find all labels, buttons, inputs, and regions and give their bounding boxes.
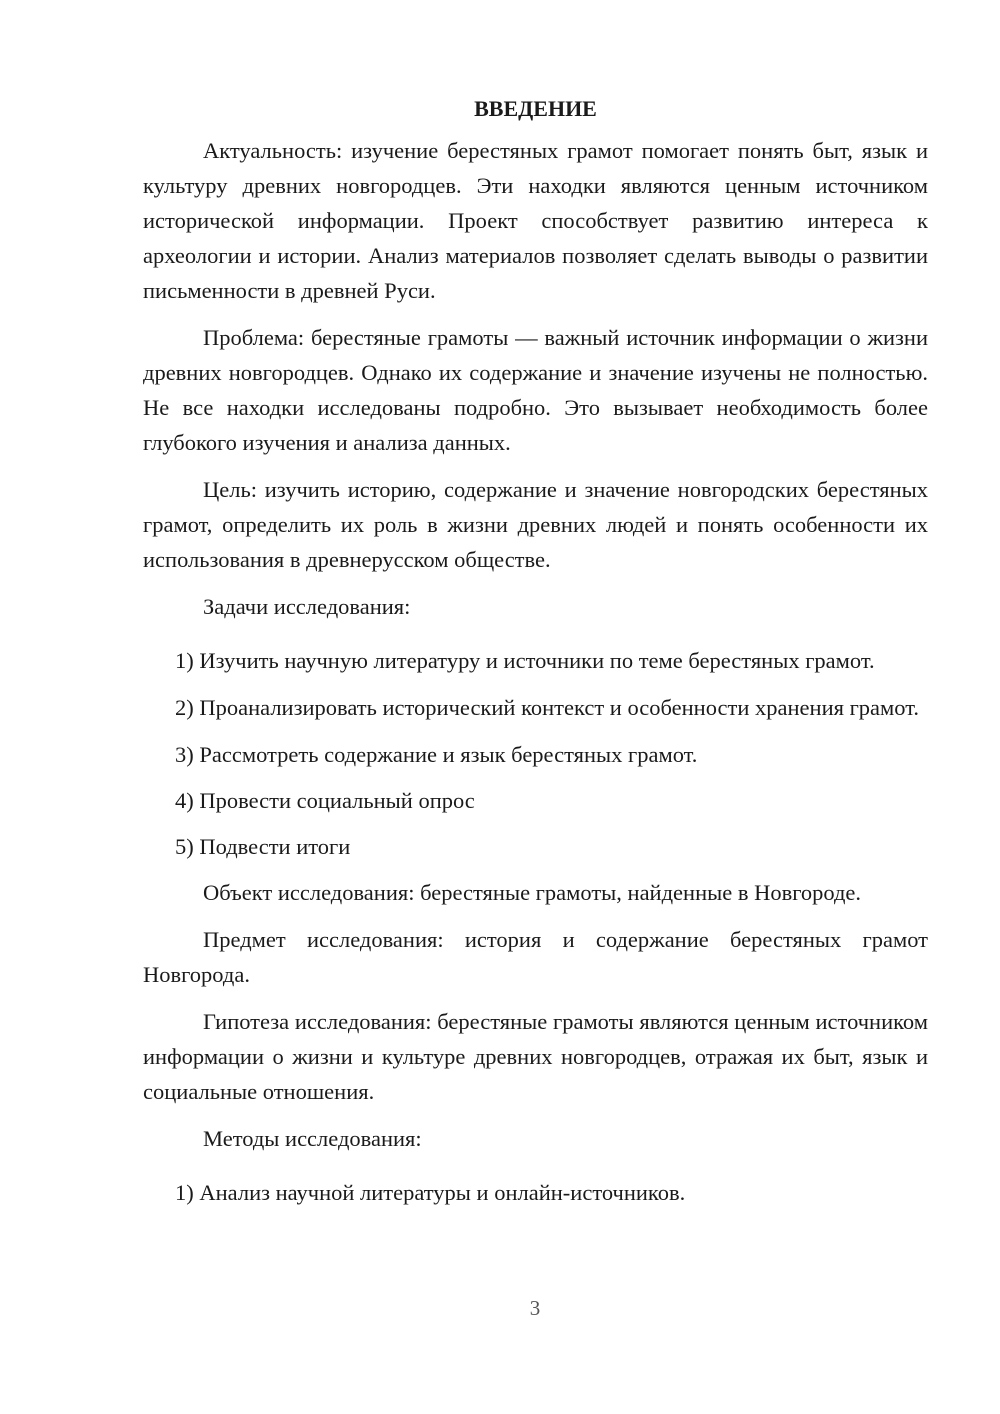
document-page — [143, 94, 928, 1221]
problem-paragraph: Проблема: берестяные грамоты — важный источник информации о жизни древних новгородцев. Однако их содержание и значение изучены не полностью. Не все находки исследованы подробно. Это вызывает необходимость более глубокого изучения и анализа данных. — [143, 325, 928, 455]
subject-paragraph: Предмет исследования: история и содержание берестяных грамот Новгорода. — [143, 927, 928, 987]
page-title: ВВЕДЕНИЕ — [474, 96, 597, 121]
task-item-5: 5) Подвести итоги — [175, 834, 351, 859]
page-number: 3 — [529, 1296, 541, 1320]
tasks-heading: Задачи исследования: — [203, 594, 411, 619]
methods-heading: Методы исследования: — [203, 1126, 422, 1151]
relevance-paragraph: Актуальность: изучение берестяных грамот помогает понять быт, язык и культуру древних новгородцев. Эти находки являются ценным источником исторической информации. Проект способствует развитию интереса к археологии и истории. Анализ материалов позволяет сделать выводы о развитии письменности в древней Руси. — [143, 138, 928, 303]
task-item-1: 1) Изучить научную литературу и источники по теме берестяных грамот. — [175, 648, 875, 673]
method-item-1: 1) Анализ научной литературы и онлайн-источников. — [175, 1180, 686, 1205]
goal-paragraph: Цель: изучить историю, содержание и значение новгородских берестяных грамот, определить их роль в жизни древних людей и понять особенности их использования в древнерусском обществе. — [143, 477, 928, 572]
task-item-3: 3) Рассмотреть содержание и язык берестяных грамот. — [175, 742, 698, 767]
hypothesis-paragraph: Гипотеза исследования: берестяные грамоты являются ценным источником информации о жизни и культуре древних новгородцев, отражая их быт, язык и социальные отношения. — [143, 1009, 928, 1104]
task-item-2: 2) Проанализировать исторический контекст и особенности хранения грамот. — [175, 695, 920, 720]
task-item-4: 4) Провести социальный опрос — [175, 788, 475, 813]
object-paragraph: Объект исследования: берестяные грамоты, найденные в Новгороде. — [203, 880, 862, 905]
